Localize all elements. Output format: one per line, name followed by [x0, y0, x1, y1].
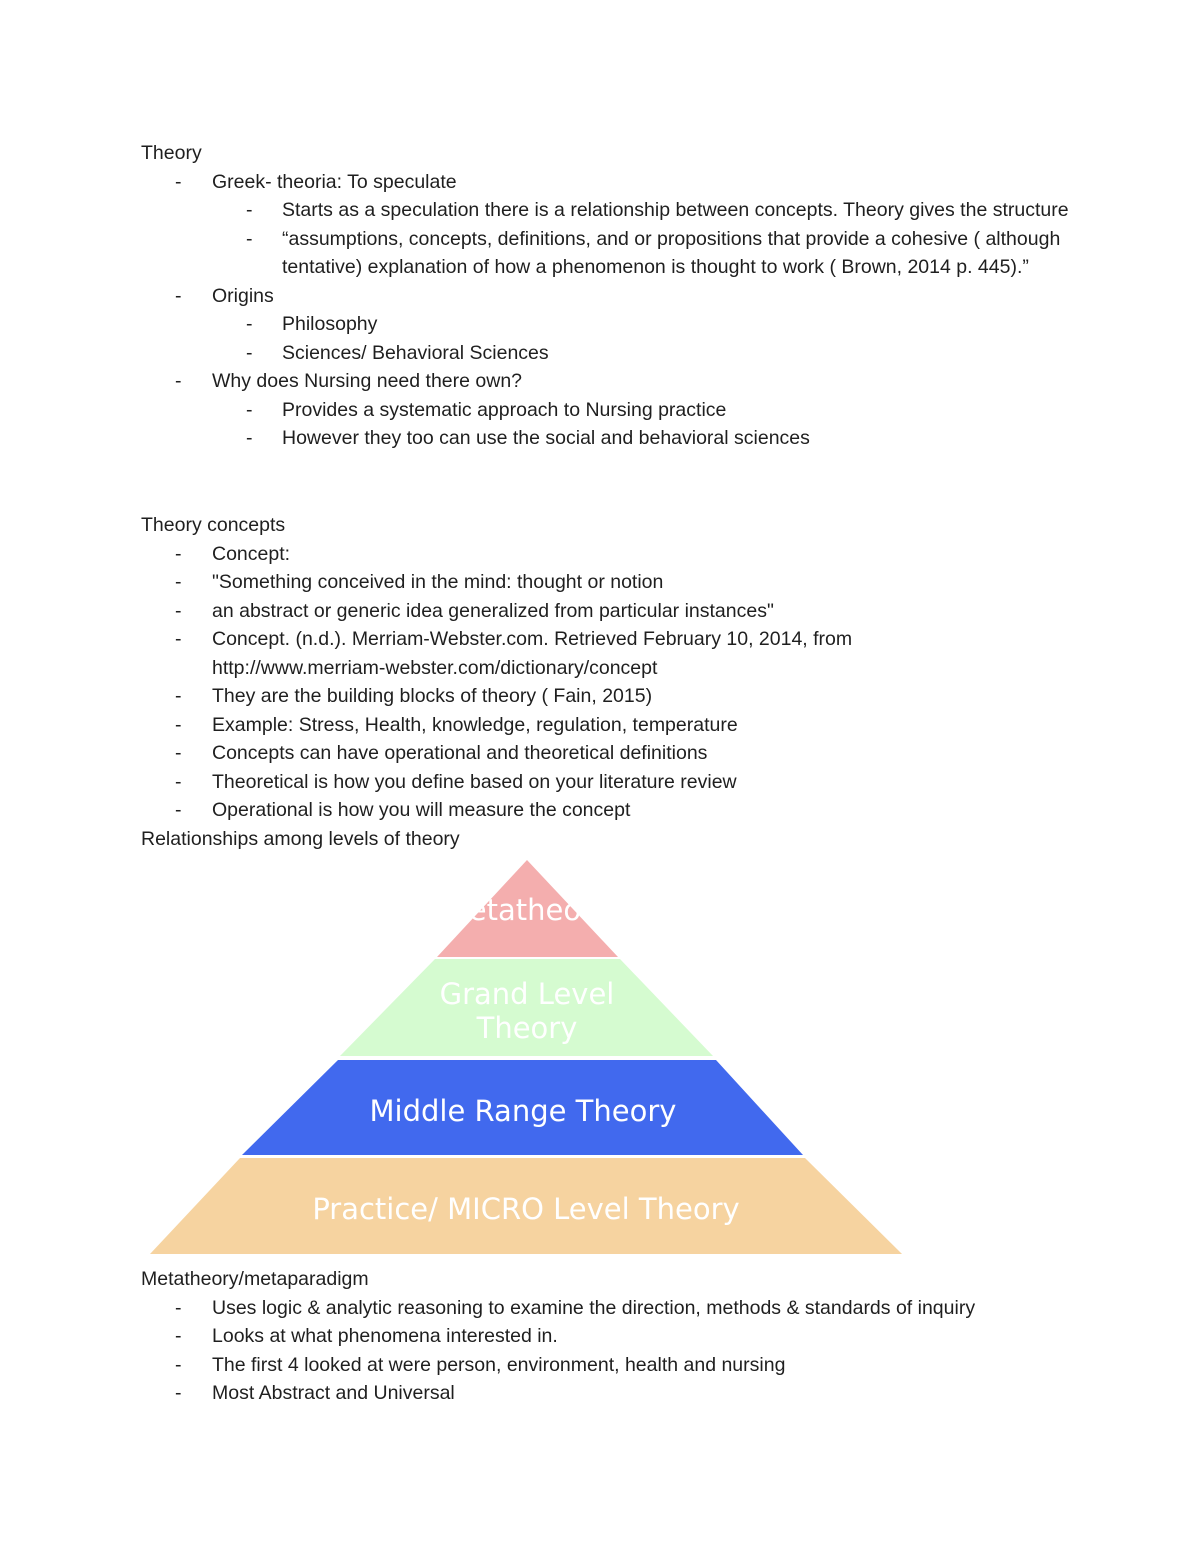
bullet-dash: -: [175, 628, 182, 650]
list-item: [141, 282, 1101, 311]
list-item-text: Concept:: [212, 542, 291, 565]
bullet-dash: -: [246, 227, 253, 250]
bullet-dash: -: [175, 742, 182, 764]
list-item-text: an abstract or generic idea generalized from particular instances": [212, 599, 774, 622]
list-item-text: Origins: [212, 284, 274, 307]
list-item: [141, 768, 1101, 797]
bullet-dash: -: [175, 770, 182, 793]
list-item: [141, 1322, 1101, 1351]
list-item: [141, 310, 1101, 339]
list-item: [141, 1294, 1101, 1323]
list-item-text: However they too can use the social and behavioral sciences: [282, 427, 810, 449]
pyramid-level-label: Metatheory: [443, 893, 611, 927]
section-heading: Theory concepts: [141, 514, 286, 536]
bullet-dash: -: [175, 685, 182, 707]
bullet-dash: -: [175, 571, 182, 593]
list-item: [141, 367, 1101, 396]
list-item: [141, 339, 1101, 368]
list-item-text: Concepts can have operational and theoretical definitions: [212, 742, 708, 764]
section-theory: [141, 139, 1101, 453]
list-item-text: Starts as a speculation there is a relationship between concepts. Theory gives the structure: [282, 199, 1069, 221]
bullet-dash: -: [175, 1325, 182, 1347]
list-item-text: Concept. (n.d.). Merriam-Webster.com. Retrieved February 10, 2014, from http://www.merriam-webster.com/dictionary/concept: [212, 628, 853, 679]
list-item-text: Example: Stress, Health, knowledge, regulation, temperature: [212, 713, 738, 736]
list-item-text: "Something conceived in the mind: thought or notion: [212, 571, 664, 593]
list-item-text: Looks at what phenomena interested in.: [212, 1325, 558, 1347]
bullet-dash: -: [175, 542, 182, 565]
list-item-text: Operational is how you will measure the concept: [212, 799, 631, 821]
bullet-list: [141, 168, 1101, 453]
pyramid-level-label: Theory: [476, 1011, 578, 1045]
list-item: [141, 540, 1101, 569]
list-item-text: Greek- theoria: To speculate: [212, 170, 457, 193]
list-item: [141, 597, 1101, 626]
section-theory-concepts: [141, 511, 1101, 825]
list-item: [141, 396, 1101, 425]
list-item: [141, 682, 1101, 711]
list-item: [141, 424, 1101, 453]
bullet-list: [141, 540, 1101, 825]
bullet-dash: -: [246, 313, 253, 335]
bullet-dash: -: [175, 284, 182, 307]
pyramid-level-label: Grand Level: [439, 977, 615, 1011]
bullet-dash: -: [175, 713, 182, 736]
section-metatheory: [141, 1265, 1101, 1408]
list-item: [141, 711, 1101, 740]
bullet-dash: -: [175, 1296, 182, 1319]
pyramid-level-label: Practice/ MICRO Level Theory: [312, 1192, 740, 1226]
list-item: [141, 225, 1101, 282]
list-item: [141, 1351, 1101, 1380]
list-item: [141, 568, 1101, 597]
list-item-text: Philosophy: [282, 313, 378, 335]
list-item-text: Provides a systematic approach to Nursing practice: [282, 398, 727, 421]
section-relationships: [141, 825, 1101, 854]
list-item-text: Uses logic & analytic reasoning to examine the direction, methods & standards of inquiry: [212, 1296, 976, 1319]
bullet-dash: -: [246, 199, 253, 221]
bullet-dash: -: [175, 799, 182, 821]
bullet-dash: -: [175, 1353, 182, 1376]
pyramid-level-label: Middle Range Theory: [369, 1094, 677, 1128]
list-item-text: Most Abstract and Universal: [212, 1382, 455, 1404]
list-item: [141, 196, 1101, 225]
list-item-text: “assumptions, concepts, definitions, and or propositions that provide a cohesive ( although tentative) explanation of how a phenomenon is thought to work ( Brown, 2014 p. 445).”: [282, 227, 1061, 278]
bullet-dash: -: [175, 599, 182, 622]
pyramid-graphic: [140, 858, 920, 1258]
bullet-dash: -: [175, 370, 182, 392]
section-heading: Relationships among levels of theory: [141, 828, 460, 850]
list-item-text: Sciences/ Behavioral Sciences: [282, 341, 549, 364]
list-item-text: They are the building blocks of theory ( Fain, 2015): [212, 685, 653, 707]
list-item-text: Why does Nursing need there own?: [212, 370, 523, 392]
list-item-text: Theoretical is how you define based on your literature review: [212, 770, 737, 793]
bullet-dash: -: [246, 341, 253, 364]
list-item: [141, 1379, 1101, 1408]
bullet-dash: -: [246, 427, 253, 449]
list-item: [141, 168, 1101, 197]
list-item: [141, 739, 1101, 768]
bullet-dash: -: [246, 398, 253, 421]
section-heading: Metatheory/metaparadigm: [141, 1268, 369, 1290]
bullet-dash: -: [175, 170, 182, 193]
list-item: [141, 625, 912, 682]
list-item: [141, 796, 1101, 825]
list-item-text: The first 4 looked at were person, environment, health and nursing: [212, 1353, 786, 1376]
section-heading: Theory: [141, 142, 202, 164]
bullet-dash: -: [175, 1382, 182, 1404]
bullet-list: [141, 1294, 1101, 1408]
theory-levels-pyramid: [140, 858, 920, 1258]
